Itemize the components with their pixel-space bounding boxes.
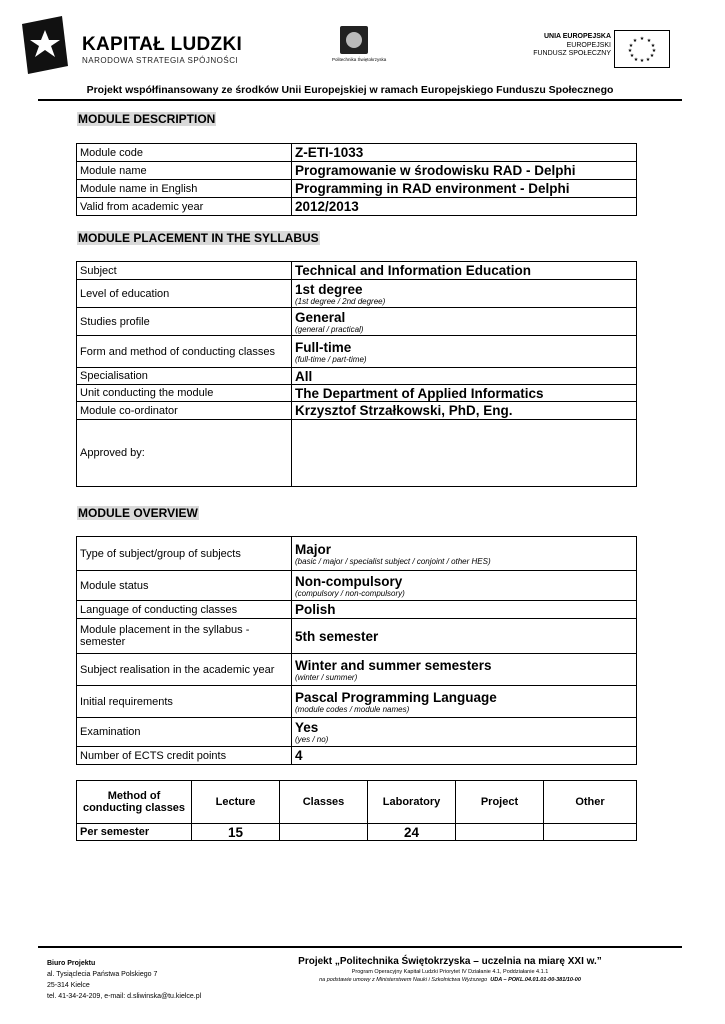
value-text: Yes — [295, 720, 319, 735]
value-text: Full-time — [295, 339, 352, 355]
table-row — [77, 198, 637, 216]
row-label: Valid from academic year — [77, 198, 292, 216]
per-semester-label: Per semester — [77, 824, 192, 841]
placement-table — [76, 261, 637, 487]
row-label: Number of ECTS credit points — [77, 747, 292, 765]
table-row — [77, 619, 637, 654]
row-value — [292, 654, 637, 686]
classes-hours — [280, 824, 368, 841]
table-row — [77, 747, 637, 765]
value-text: 1st degree — [295, 281, 363, 297]
overview-heading: MODULE OVERVIEW — [78, 506, 198, 520]
row-label: Studies profile — [77, 308, 292, 336]
table-row — [77, 308, 637, 336]
ue-line-2: EUROPEJSKI — [566, 41, 611, 49]
svg-text:★: ★ — [645, 57, 651, 63]
politechnika-logo — [332, 26, 387, 70]
row-value: Programming in RAD environment - Delphi — [292, 180, 637, 198]
svg-text:★: ★ — [646, 38, 652, 44]
table-row — [77, 262, 637, 280]
row-label: Examination — [77, 718, 292, 747]
header-other: Other — [544, 781, 637, 824]
row-value — [292, 368, 637, 385]
svg-text:★: ★ — [633, 57, 639, 63]
table-row — [77, 368, 637, 385]
table-row — [77, 385, 637, 402]
value-text: Non-compulsory — [295, 573, 403, 589]
project-title: Projekt „Politechnika Świętokrzyska – uczelnia na miarę XXI w.” — [298, 956, 602, 967]
table-row — [77, 280, 637, 308]
footer-project — [290, 956, 610, 984]
value-text: Polish — [295, 602, 336, 617]
row-label: Unit conducting the module — [77, 385, 292, 402]
row-label: Module name in English — [77, 180, 292, 198]
ue-line-1: UNIA EUROPEJSKA — [543, 33, 611, 40]
table-row — [77, 824, 637, 841]
header-classes: Classes — [280, 781, 368, 824]
row-label: Module name — [77, 162, 292, 180]
svg-text:★: ★ — [651, 48, 657, 54]
table-row — [77, 144, 637, 162]
header-laboratory: Laboratory — [368, 781, 456, 824]
value-text: Major — [295, 541, 332, 557]
table-row — [77, 162, 637, 180]
row-label: Approved by: — [77, 420, 292, 487]
agreement-line — [290, 976, 610, 984]
overview-table — [76, 536, 637, 765]
row-value — [292, 571, 637, 601]
agreement-text: na podstawie umowy z Ministerstwem Nauki i Szkolnictwa Wyższego — [319, 977, 488, 983]
value-text: 5th semester — [295, 628, 379, 644]
kapital-ludzki-star-icon — [22, 16, 68, 74]
row-label: Type of subject/group of subjects — [77, 537, 292, 571]
placement-heading: MODULE PLACEMENT IN THE SYLLABUS — [78, 231, 319, 245]
office-address-1: al. Tysiąclecia Państwa Polskiego 7 — [47, 971, 158, 978]
row-label: Specialisation — [77, 368, 292, 385]
row-label: Module status — [77, 571, 292, 601]
header-lecture: Lecture — [192, 781, 280, 824]
svg-text:★: ★ — [649, 53, 655, 59]
svg-text:★: ★ — [628, 43, 634, 49]
value-text: Krzysztof Strzałkowski, PhD, Eng. — [295, 403, 513, 418]
table-row — [77, 571, 637, 601]
office-address-2: 25-314 Kielce — [47, 982, 90, 989]
table-row — [77, 537, 637, 571]
office-contact: tel. 41-34-24-209, e-mail: d.sliwinska@tu.kielce.pl — [47, 993, 202, 1000]
value-text: General — [295, 309, 346, 325]
value-text: 4 — [295, 748, 303, 763]
classes-table — [76, 780, 637, 841]
value-hint: (full-time / part-time) — [295, 354, 367, 364]
value-text: Technical and Information Education — [295, 263, 532, 278]
cofinancing-line: Projekt współfinansowany ze środków Unii Europejskiej w ramach Europejskiego Funduszu Społecznego — [86, 84, 614, 96]
value-hint: (compulsory / non-compulsory) — [295, 588, 405, 598]
svg-text:★: ★ — [632, 38, 638, 44]
value-text: The Department of Applied Informatics — [295, 385, 544, 401]
ue-line-3: FUNDUSZ SPOŁECZNY — [533, 50, 611, 57]
table-row — [77, 718, 637, 747]
module-description-table — [76, 143, 637, 216]
svg-text:★: ★ — [650, 43, 656, 49]
row-value — [292, 280, 637, 308]
row-value — [292, 385, 637, 402]
ue-label — [533, 33, 611, 59]
row-label: Subject realisation in the academic year — [77, 654, 292, 686]
row-label: Module placement in the syllabus - semester — [77, 619, 292, 654]
value-text: Pascal Programming Language — [295, 689, 497, 705]
table-row — [77, 402, 637, 420]
row-label: Level of education — [77, 280, 292, 308]
row-label: Module co-ordinator — [77, 402, 292, 420]
value-hint: (basic / major / specialist subject / conjoint / other HES) — [295, 556, 491, 566]
program-line: Program Operacyjny Kapitał Ludzki Priorytet IV Działanie 4.1, Poddziałanie 4.1.1 — [351, 969, 549, 975]
kapital-ludzki-subtitle: NARODOWA STRATEGIA SPÓJNOŚCI — [82, 56, 239, 65]
row-label: Language of conducting classes — [77, 601, 292, 619]
row-value — [292, 262, 637, 280]
value-text: All — [295, 368, 313, 384]
svg-text:★: ★ — [629, 53, 635, 59]
kapital-ludzki-logo — [22, 16, 252, 76]
row-label: Form and method of conducting classes — [77, 336, 292, 368]
eu-flag-icon — [614, 30, 670, 68]
header-method: Method of conducting classes — [77, 781, 192, 824]
row-value — [292, 619, 637, 654]
row-value — [292, 336, 637, 368]
row-value: Z-ETI-1033 — [292, 144, 637, 162]
row-label: Module code — [77, 144, 292, 162]
header-divider — [38, 99, 682, 101]
svg-text:★: ★ — [639, 58, 645, 64]
row-value: Programowanie w środowisku RAD - Delphi — [292, 162, 637, 180]
value-hint: (yes / no) — [295, 735, 329, 744]
row-value — [292, 420, 637, 487]
value-hint: (module codes / module names) — [295, 704, 410, 714]
kapital-ludzki-title: KAPITAŁ LUDZKI — [82, 34, 243, 55]
svg-text:★: ★ — [627, 48, 633, 54]
row-value — [292, 686, 637, 718]
politechnika-caption: Politechnika Świętokrzyska — [332, 57, 387, 62]
lecture-hours: 15 — [192, 824, 280, 841]
office-title: Biuro Projektu — [47, 960, 96, 967]
table-header-row — [77, 781, 637, 824]
row-value — [292, 537, 637, 571]
table-row — [77, 654, 637, 686]
value-hint: (general / practical) — [295, 324, 364, 334]
table-row — [77, 180, 637, 198]
row-value: 2012/2013 — [292, 198, 637, 216]
row-value — [292, 308, 637, 336]
row-label: Initial requirements — [77, 686, 292, 718]
table-row — [77, 420, 637, 487]
value-text: Winter and summer semesters — [295, 657, 492, 673]
agreement-code: UDA – POKL.04.01.01-00-381/10-00 — [490, 977, 581, 983]
row-value — [292, 718, 637, 747]
other-hours — [544, 824, 637, 841]
row-value — [292, 601, 637, 619]
footer-divider — [38, 946, 682, 948]
row-label: Subject — [77, 262, 292, 280]
laboratory-hours: 24 — [368, 824, 456, 841]
svg-text:★: ★ — [639, 36, 645, 42]
footer-office — [47, 958, 201, 1002]
value-hint: (1st degree / 2nd degree) — [295, 296, 386, 306]
project-hours — [456, 824, 544, 841]
table-row — [77, 336, 637, 368]
header-project: Project — [456, 781, 544, 824]
table-row — [77, 686, 637, 718]
row-value — [292, 747, 637, 765]
politechnika-emblem-icon — [340, 26, 368, 54]
module-description-heading: MODULE DESCRIPTION — [78, 112, 216, 126]
table-row — [77, 601, 637, 619]
value-hint: (winter / summer) — [295, 672, 358, 682]
row-value — [292, 402, 637, 420]
